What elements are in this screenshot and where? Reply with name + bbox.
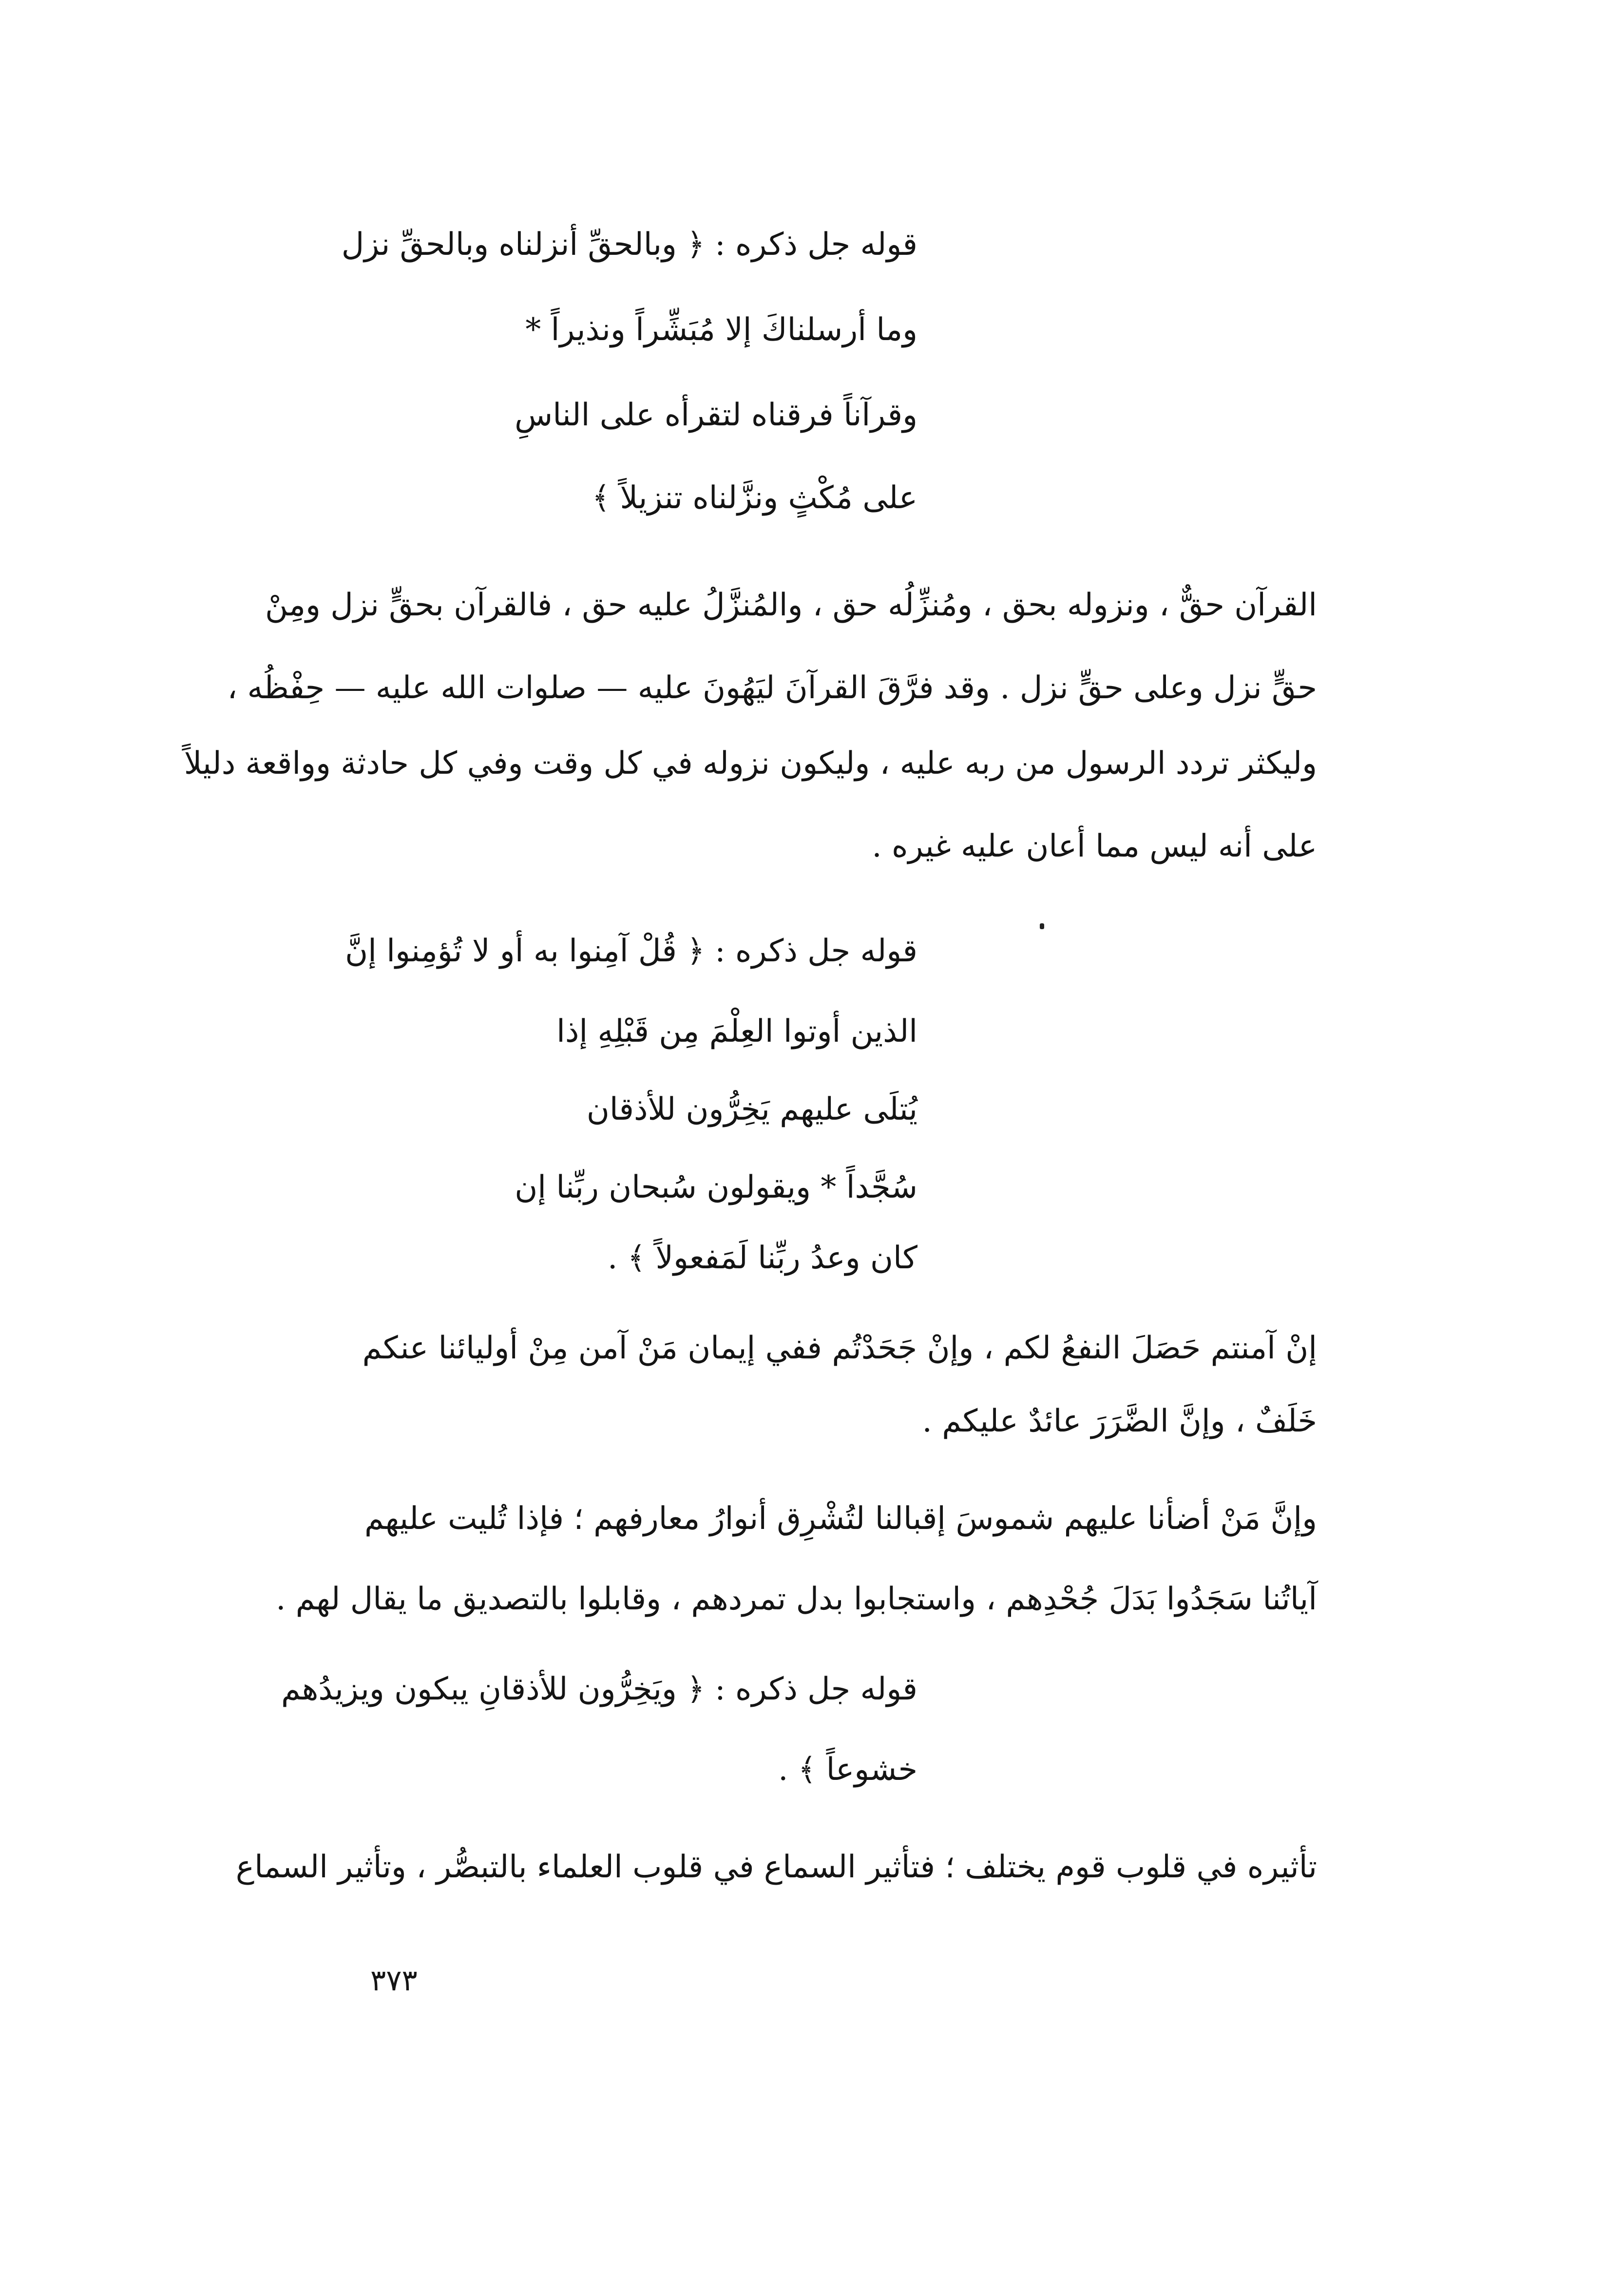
prose-line: خَلَفٌ ، وإنَّ الضَّرَرَ عائدٌ عليكم .: [922, 1403, 1317, 1439]
quote-line: وقرآناً فرقناه لتقرأه على الناسِ: [515, 397, 917, 433]
quote-line: يُتلَى عليهم يَخِرُّون للأذقان: [586, 1091, 917, 1127]
stray-dot: [1040, 923, 1044, 929]
quote-line: قوله جل ذكره : ﴿ ويَخِرُّون للأذقانِ يبكون ويزيدُهم: [281, 1671, 917, 1707]
prose-line: القرآن حقٌّ ، ونزوله بحق ، ومُنزِّلُه حق ، والمُنزَّلُ عليه حق ، فالقرآن بحقٍّ نزل ومِنْ: [265, 587, 1317, 623]
quote-line: كان وعدُ ربِّنا لَمَفعولاً ﴾ .: [607, 1240, 917, 1276]
prose-line: وإنَّ مَنْ أضأنا عليهم شموسَ إقبالنا لتُشْرِق أنوارُ معارفهم ؛ فإذا تُليت عليهم: [364, 1501, 1317, 1537]
prose-line: تأثيره في قلوب قوم يختلف ؛ فتأثير السماع في قلوب العلماء بالتبصُّر ، وتأثير السماع: [235, 1849, 1317, 1885]
quote-line: خشوعاً ﴾ .: [778, 1752, 917, 1788]
prose-line: على أنه ليس مما أعان عليه غيره .: [872, 828, 1317, 864]
prose-line: حقٍّ نزل وعلى حقٍّ نزل . وقد فرَّقَ القرآنَ ليَهُونَ عليه — صلوات الله عليه — حِفْظُه ،: [227, 670, 1317, 706]
quote-line: وما أرسلناكَ إلا مُبَشِّراً ونذيراً *: [525, 312, 917, 348]
prose-line: وليكثر تردد الرسول من ربه عليه ، وليكون نزوله في كل وقت وفي كل حادثة وواقعة دليلاً: [184, 745, 1317, 782]
quote-line: الذين أوتوا العِلْمَ مِن قَبْلِهِ إذا: [556, 1013, 917, 1050]
quote-line: سُجَّداً * ويقولون سُبحان ربِّنا إن: [515, 1169, 917, 1205]
page-number: ٣٧٣: [370, 1964, 418, 1998]
quote-line: قوله جل ذكره : ﴿ قُلْ آمِنوا به أو لا تُؤمِنوا إنَّ: [345, 933, 917, 969]
quote-line: على مُكْثٍ ونزَّلناه تنزيلاً ﴾: [592, 480, 917, 516]
prose-line: إنْ آمنتم حَصَلَ النفعُ لكم ، وإنْ جَحَدْتُم ففي إيمان مَنْ آمن مِنْ أوليائنا عنكم: [362, 1330, 1317, 1366]
quote-line: قوله جل ذكره : ﴿ وبالحقِّ أنزلناه وبالحقِّ نزل: [341, 227, 917, 263]
prose-line: آياتُنا سَجَدُوا بَدَلَ جُحْدِهم ، واستجابوا بدل تمردهم ، وقابلوا بالتصديق ما يقال لهم .: [276, 1581, 1317, 1617]
